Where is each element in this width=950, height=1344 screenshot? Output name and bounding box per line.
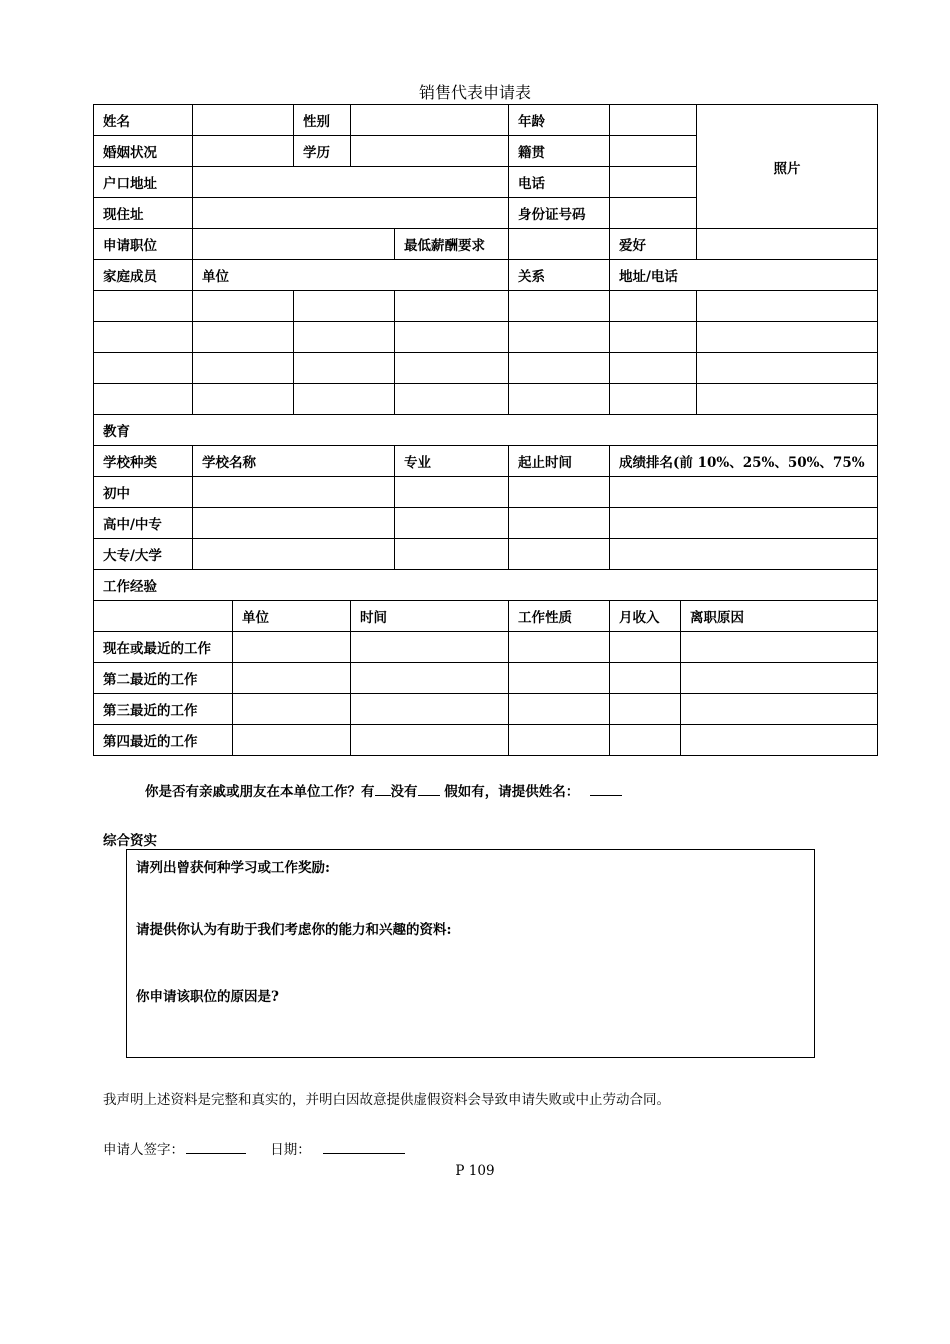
field-education[interactable] — [351, 136, 509, 167]
family-cell[interactable] — [697, 353, 878, 384]
edu-row-label: 大专/大学 — [94, 539, 193, 570]
edu-cell[interactable] — [509, 477, 610, 508]
family-cell[interactable] — [610, 353, 697, 384]
field-position[interactable] — [193, 229, 395, 260]
work-cell[interactable] — [351, 694, 509, 725]
label-id-number: 身份证号码 — [509, 198, 610, 229]
edu-cell[interactable] — [395, 508, 509, 539]
family-cell[interactable] — [509, 291, 610, 322]
question-abilities: 请提供你认为有助于我们考虑你的能力和兴趣的资料: — [136, 922, 452, 938]
relatives-yes-blank[interactable] — [375, 783, 391, 796]
label-ranking: 成绩排名(前 10%、25%、50%、75% — [610, 446, 878, 477]
label-family-address-phone: 地址/电话 — [610, 260, 878, 291]
work-cell[interactable] — [233, 663, 351, 694]
work-cell[interactable] — [351, 725, 509, 756]
family-cell[interactable] — [697, 384, 878, 415]
label-school-name: 学校名称 — [193, 446, 395, 477]
field-native-place[interactable] — [610, 136, 697, 167]
education-row — [94, 477, 878, 508]
family-cell[interactable] — [395, 291, 509, 322]
signature-line — [103, 1138, 405, 1158]
label-school-type: 学校种类 — [94, 446, 193, 477]
question-reason: 你申请该职位的原因是? — [136, 989, 279, 1005]
relatives-question — [145, 780, 622, 800]
edu-cell[interactable] — [610, 508, 878, 539]
family-cell[interactable] — [193, 291, 294, 322]
work-cell[interactable] — [509, 725, 610, 756]
family-cell[interactable] — [193, 384, 294, 415]
edu-cell[interactable] — [193, 539, 395, 570]
relatives-none-label: 没有 — [390, 784, 418, 800]
label-work-nature: 工作性质 — [509, 601, 610, 632]
label-marital: 婚姻状况 — [94, 136, 193, 167]
work-cell[interactable] — [351, 632, 509, 663]
edu-cell[interactable] — [509, 539, 610, 570]
family-cell[interactable] — [509, 384, 610, 415]
edu-cell[interactable] — [395, 477, 509, 508]
field-min-salary[interactable] — [509, 229, 610, 260]
work-header-blank — [94, 601, 233, 632]
date-blank[interactable] — [323, 1141, 405, 1154]
family-cell[interactable] — [610, 322, 697, 353]
edu-row-label: 初中 — [94, 477, 193, 508]
label-age: 年龄 — [509, 105, 610, 136]
field-current-address[interactable] — [193, 198, 509, 229]
education-row — [94, 508, 878, 539]
relatives-none-blank[interactable] — [418, 783, 440, 796]
work-row-label: 第四最近的工作 — [94, 725, 233, 756]
work-row-label: 第二最近的工作 — [94, 663, 233, 694]
work-cell[interactable] — [233, 632, 351, 663]
edu-cell[interactable] — [610, 477, 878, 508]
edu-cell[interactable] — [509, 508, 610, 539]
family-cell[interactable] — [294, 322, 395, 353]
family-cell[interactable] — [94, 353, 193, 384]
summary-section-title: 综合资实 — [103, 833, 157, 849]
work-row — [94, 694, 878, 725]
label-major: 专业 — [395, 446, 509, 477]
work-cell[interactable] — [233, 725, 351, 756]
work-row-label: 现在或最近的工作 — [94, 632, 233, 663]
work-cell[interactable] — [610, 694, 681, 725]
edu-row-label: 高中/中专 — [94, 508, 193, 539]
photo-box[interactable]: 照片 — [697, 105, 878, 229]
work-cell[interactable] — [610, 725, 681, 756]
signature-label: 申请人签字： — [103, 1142, 184, 1158]
relatives-question-text: 你是否有亲戚或朋友在本单位工作？有 — [145, 784, 375, 800]
work-cell[interactable] — [233, 694, 351, 725]
education-row — [94, 539, 878, 570]
label-family-relation: 关系 — [509, 260, 610, 291]
label-family-unit: 单位 — [193, 260, 509, 291]
label-work-reason: 离职原因 — [681, 601, 878, 632]
section-work: 工作经验 — [94, 570, 878, 601]
section-education: 教育 — [94, 415, 878, 446]
family-cell[interactable] — [697, 291, 878, 322]
family-cell[interactable] — [509, 353, 610, 384]
label-work-time: 时间 — [351, 601, 509, 632]
field-marital[interactable] — [193, 136, 294, 167]
family-cell[interactable] — [395, 322, 509, 353]
page-number: P 109 — [455, 1163, 495, 1179]
label-gender: 性别 — [294, 105, 351, 136]
signature-blank[interactable] — [186, 1141, 246, 1154]
edu-cell[interactable] — [193, 508, 395, 539]
family-cell[interactable] — [193, 353, 294, 384]
label-position: 申请职位 — [94, 229, 193, 260]
work-cell[interactable] — [509, 632, 610, 663]
label-native-place: 籍贯 — [509, 136, 610, 167]
field-gender[interactable] — [351, 105, 509, 136]
family-row — [94, 353, 878, 384]
family-cell[interactable] — [94, 291, 193, 322]
label-family-member: 家庭成员 — [94, 260, 193, 291]
family-cell[interactable] — [94, 384, 193, 415]
work-row-label: 第三最近的工作 — [94, 694, 233, 725]
family-cell[interactable] — [94, 322, 193, 353]
family-cell[interactable] — [610, 291, 697, 322]
field-id-number[interactable] — [610, 198, 697, 229]
work-row — [94, 663, 878, 694]
family-row — [94, 291, 878, 322]
work-cell[interactable] — [610, 632, 681, 663]
family-cell[interactable] — [395, 384, 509, 415]
relatives-if-yes-label: 假如有，请提供姓名： — [444, 784, 580, 800]
relatives-name-blank[interactable] — [590, 783, 622, 796]
family-cell[interactable] — [294, 353, 395, 384]
work-cell[interactable] — [610, 663, 681, 694]
work-cell[interactable] — [509, 663, 610, 694]
family-cell[interactable] — [193, 322, 294, 353]
work-row — [94, 725, 878, 756]
field-hobbies[interactable] — [697, 229, 878, 260]
family-cell[interactable] — [610, 384, 697, 415]
label-phone: 电话 — [509, 167, 610, 198]
question-awards: 请列出曾获何种学习或工作奖励: — [136, 860, 330, 876]
family-cell[interactable] — [509, 322, 610, 353]
edu-cell[interactable] — [395, 539, 509, 570]
declaration-text: 我声明上述资料是完整和真实的，并明白因故意提供虚假资料会导致申请失败或中止劳动合同。 — [103, 1092, 670, 1108]
family-cell[interactable] — [697, 322, 878, 353]
label-name: 姓名 — [94, 105, 193, 136]
summary-box[interactable] — [126, 849, 815, 1058]
work-cell[interactable] — [681, 632, 878, 663]
label-hobbies: 爱好 — [610, 229, 697, 260]
application-table — [93, 104, 878, 756]
field-age[interactable] — [610, 105, 697, 136]
label-work-income: 月收入 — [610, 601, 681, 632]
family-cell[interactable] — [395, 353, 509, 384]
field-phone[interactable] — [610, 167, 697, 198]
label-hukou-address: 户口地址 — [94, 167, 193, 198]
label-min-salary: 最低薪酬要求 — [395, 229, 509, 260]
work-cell[interactable] — [681, 694, 878, 725]
work-cell[interactable] — [509, 694, 610, 725]
work-cell[interactable] — [681, 725, 878, 756]
label-work-unit: 单位 — [233, 601, 351, 632]
work-cell[interactable] — [351, 663, 509, 694]
family-cell[interactable] — [294, 291, 395, 322]
date-label: 日期： — [270, 1142, 311, 1158]
work-cell[interactable] — [681, 663, 878, 694]
family-cell[interactable] — [294, 384, 395, 415]
page-title: 销售代表申请表 — [418, 83, 531, 102]
family-row — [94, 322, 878, 353]
edu-cell[interactable] — [610, 539, 878, 570]
edu-cell[interactable] — [193, 477, 395, 508]
family-row — [94, 384, 878, 415]
label-education: 学历 — [294, 136, 351, 167]
field-hukou-address[interactable] — [193, 167, 509, 198]
work-row — [94, 632, 878, 663]
label-period: 起止时间 — [509, 446, 610, 477]
label-current-address: 现住址 — [94, 198, 193, 229]
field-name[interactable] — [193, 105, 294, 136]
